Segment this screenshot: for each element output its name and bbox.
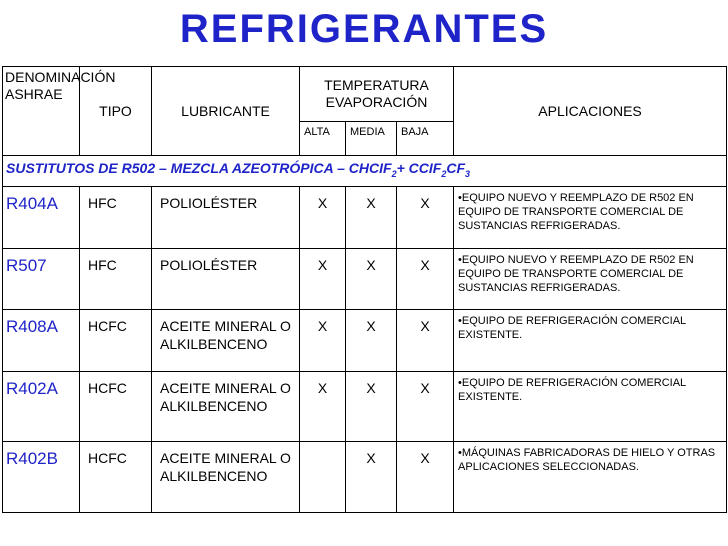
table-row <box>3 248 727 309</box>
alta-cell <box>300 441 346 512</box>
header-media: MEDIA <box>346 122 397 156</box>
aplicacion-cell: •MÁQUINAS FABRICADORAS DE HIELO Y OTRAS APLICACIONES SELECCIONADAS. <box>454 441 727 512</box>
table-row <box>3 309 727 371</box>
refrigerant-code: R404A <box>3 186 80 248</box>
header-tipo: TIPO <box>80 67 152 156</box>
aplicacion-cell: •EQUIPO DE REFRIGERACIÓN COMERCIAL EXISTENTE. <box>454 371 727 441</box>
alta-cell: X <box>300 186 346 248</box>
media-cell: X <box>346 371 397 441</box>
section-heading: SUSTITUTOS DE R502 – MEZCLA AZEOTRÓPICA – $CHCIF_2+$ $CCIF_2CF_3$ <box>3 156 727 187</box>
page-title: REFRIGERANTES <box>179 7 549 51</box>
baja-cell: X <box>397 441 454 512</box>
lubricante-cell: ACEITE MINERAL O ALKILBENCENO <box>152 371 300 441</box>
header-lubricante: LUBRICANTE <box>152 67 300 156</box>
media-cell: X <box>346 441 397 512</box>
baja-cell: X <box>397 371 454 441</box>
tipo-cell: HFC <box>80 248 152 309</box>
table-row <box>3 371 727 441</box>
baja-cell: X <box>397 248 454 309</box>
tipo-cell: HFC <box>80 186 152 248</box>
aplicacion-cell: •EQUIPO NUEVO Y REEMPLAZO DE R502 EN EQUIPO DE TRANSPORTE COMERCIAL DE SUSTANCIAS REFRIGERADAS. <box>454 186 727 248</box>
refrigerant-code: R402A <box>3 371 80 441</box>
alta-cell: X <box>300 371 346 441</box>
lubricante-cell: ACEITE MINERAL O ALKILBENCENO <box>152 309 300 371</box>
header-baja: BAJA <box>397 122 454 156</box>
refrigerant-code: R402B <box>3 441 80 512</box>
header-aplicaciones: APLICACIONES <box>454 67 727 156</box>
lubricante-cell: ACEITE MINERAL O ALKILBENCENO <box>152 441 300 512</box>
refrigerant-code: R507 <box>3 248 80 309</box>
header-denominacion: DENOMINACIÓN ASHRAE <box>3 67 80 156</box>
aplicacion-cell: •EQUIPO NUEVO Y REEMPLAZO DE R502 EN EQUIPO DE TRANSPORTE COMERCIAL DE SUSTANCIAS REFRIGERADAS. <box>454 248 727 309</box>
media-cell: X <box>346 309 397 371</box>
refrigerant-code: R408A <box>3 309 80 371</box>
table-row <box>3 441 727 512</box>
aplicacion-cell: •EQUIPO DE REFRIGERACIÓN COMERCIAL EXISTENTE. <box>454 309 727 371</box>
lubricante-cell: POLIOLÉSTER <box>152 248 300 309</box>
tipo-cell: HCFC <box>80 441 152 512</box>
baja-cell: X <box>397 309 454 371</box>
header-temperatura: TEMPERATURA EVAPORACIÓN <box>300 67 454 122</box>
refrigerants-table <box>2 66 727 513</box>
tipo-cell: HCFC <box>80 371 152 441</box>
tipo-cell: HCFC <box>80 309 152 371</box>
baja-cell: X <box>397 186 454 248</box>
media-cell: X <box>346 248 397 309</box>
alta-cell: X <box>300 248 346 309</box>
table-row <box>3 186 727 248</box>
alta-cell: X <box>300 309 346 371</box>
header-alta: ALTA <box>300 122 346 156</box>
media-cell: X <box>346 186 397 248</box>
lubricante-cell: POLIOLÉSTER <box>152 186 300 248</box>
